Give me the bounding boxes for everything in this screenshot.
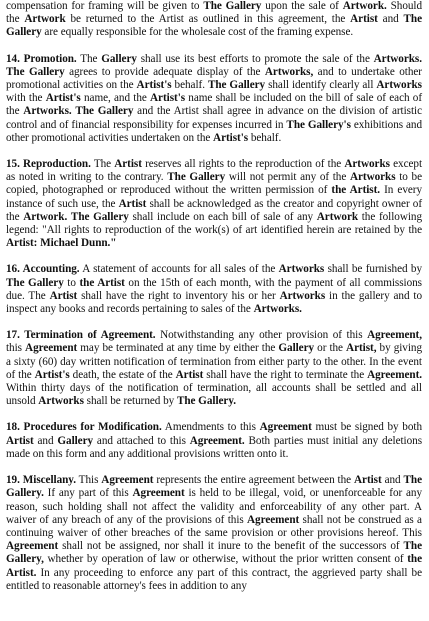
bold-term: Agreement [247, 513, 300, 526]
text-run: shall be furnished by [324, 263, 422, 276]
bold-term: The Gallery. [176, 395, 236, 408]
text-run: behalf. [171, 79, 208, 92]
bold-term: The Gallery's [286, 118, 351, 131]
text-run: the following legend: "All rights to reproduction of the work(s) of art identified herein are retained by the [6, 210, 422, 237]
bold-term: Artworks [349, 171, 396, 184]
bold-term: Artworks [376, 79, 422, 92]
text-run: will not permit any of the [225, 171, 350, 184]
text-run: Should the [6, 0, 423, 26]
bold-term: Artist's [150, 92, 186, 105]
text-run: and the Artist shall agree in advance on the division of artistic control and of financial responsibility for expenses incurred in [6, 105, 423, 131]
bold-term: Artworks, [264, 65, 314, 78]
text-run: on the 15th of each month, with the payment of all commissions due. The [6, 276, 422, 302]
bold-term: Artworks [38, 395, 84, 408]
bold-term: The Gallery. [6, 474, 423, 500]
text-run: and [377, 13, 404, 26]
bold-term: The Gallery [6, 13, 423, 39]
text-run: Both parties must initial any deletions made on this form and any additional provisions written onto it. [6, 434, 423, 460]
bold-term: Artist's [45, 92, 81, 105]
text-run: except as noted in writing to the contrary. [6, 158, 423, 184]
bold-term: Artworks [278, 263, 325, 276]
intro-paragraph [6, 0, 422, 40]
paragraph-gap [6, 461, 422, 474]
bold-term: the Artist. [331, 184, 381, 197]
text-run: whether by operation of law or otherwise, without the prior written consent of [43, 553, 408, 566]
text-run: Within thirty days of the notification of termination, all accounts shall be settled and all unsold [6, 382, 422, 408]
bold-term: Gallery [57, 434, 94, 447]
text-run: this [6, 342, 26, 355]
bold-term: Artworks [279, 289, 326, 302]
bold-term: Artist [354, 474, 382, 487]
text-run: This [75, 474, 102, 487]
text-run: reserves all rights to the reproduction of the [141, 158, 345, 171]
text-run: be returned to the Artist as outlined in this agreement, the [65, 13, 351, 26]
text-run: by giving a sixty (60) day written notification of termination from either party to the other. In the event of the [6, 342, 422, 381]
text-run: In every instance of such use, the [6, 184, 422, 210]
bold-term: Artist [350, 13, 378, 26]
bold-term: 16. Accounting. [6, 263, 80, 276]
text-run: The [76, 52, 102, 65]
text-run: If any part of this [43, 487, 133, 500]
bold-term: Artist [175, 368, 204, 381]
bold-term: Artwork. [23, 210, 68, 223]
text-run: Notwithstanding any other provision of this [155, 329, 368, 342]
text-run: or the [314, 342, 347, 355]
text-run: with the [6, 92, 46, 105]
text-run: shall have the right to inventory his or her [77, 289, 280, 302]
bold-term: Agreement. [189, 434, 245, 447]
text-run: represents the entire agreement between the [153, 474, 354, 487]
bold-term: 19. Miscellany. [6, 474, 76, 487]
bold-term: Agreement [259, 421, 312, 434]
text-run: A statement of accounts for all sales of the [79, 263, 279, 276]
bold-term: Artworks. [23, 105, 72, 118]
bold-term: the Artist [79, 276, 125, 289]
bold-term: Artworks [344, 158, 390, 171]
bold-term: 18. Procedures for Modification. [6, 421, 162, 434]
text-run: to [63, 276, 80, 289]
bold-term: Artist: Michael Dunn." [6, 237, 117, 250]
bold-term: Gallery [101, 52, 137, 65]
paragraph-gap [6, 40, 422, 53]
paragraph-gap [6, 250, 422, 263]
bold-term: Artist [6, 434, 34, 447]
bold-term: Agreement. [367, 368, 422, 381]
text-run: shall identify clearly all [265, 79, 377, 92]
bold-term: the Artist. [6, 553, 422, 579]
text-run: to be copied, photographed or reproduced without the written permission of [6, 171, 422, 197]
paragraph-gap [6, 408, 422, 421]
text-run: Amendments to this [161, 421, 260, 434]
section-18-modification [6, 421, 422, 461]
bold-term: Artist's [213, 131, 249, 144]
bold-term: The Gallery [207, 79, 266, 92]
bold-term: Gallery [278, 342, 315, 355]
bold-term: Agreement [6, 540, 59, 553]
bold-term: The Gallery [167, 171, 226, 184]
bold-term: Artwork. [342, 0, 387, 12]
paragraph-gap [6, 145, 422, 158]
bold-term: Agreement, [367, 329, 422, 342]
text-run: death, the estate of the [69, 368, 176, 381]
bold-term: 15. Reproduction. [6, 158, 91, 171]
bold-term: Artworks. [253, 303, 302, 316]
section-19-miscellany [6, 474, 422, 593]
text-run: and [381, 474, 404, 487]
bold-term: Artwork [316, 210, 359, 223]
bold-term: Artist [118, 197, 147, 210]
text-run: behalf. [248, 131, 282, 144]
bold-term: Agreement [101, 474, 154, 487]
bold-term: Artist [49, 289, 78, 302]
text-run: shall be acknowledged as the creator and copyright owner of the [6, 197, 422, 223]
bold-term: The Gallery [70, 210, 129, 223]
text-run: are equally responsible for the wholesale cost of the framing expense. [41, 26, 354, 39]
bold-term: Artist [114, 158, 142, 171]
text-run: shall be returned by [83, 395, 177, 408]
bold-term: Agreement [25, 342, 78, 355]
text-run: upon the sale of [261, 0, 343, 12]
text-run: agrees to provide adequate display of the [64, 65, 265, 78]
text-run: shall not be construed as a continuing waiver of other breaches of the same provision or other provisions hereof. This [6, 513, 422, 539]
text-run: is held to be illegal, void, or unenforceable for any reason, such holding shall not affect the validity and enforceability of any other part. A waiver of any breach of any of the provisions of this [6, 487, 422, 526]
text-run: shall use its best efforts to promote the sale of the [136, 52, 374, 65]
text-run: shall include on each bill of sale of any [128, 210, 317, 223]
bold-term: The Gallery [6, 65, 65, 78]
text-run: name, and the [80, 92, 151, 105]
bold-term: The Gallery [6, 276, 64, 289]
bold-term: Artist's [34, 368, 70, 381]
paragraph-gap [6, 316, 422, 329]
text-run: The [90, 158, 115, 171]
section-17-termination [6, 329, 422, 408]
text-run: and to undertake other promotional activities on the [6, 65, 422, 92]
text-run: in the gallery and to inspect any books and records pertaining to sales of the [6, 289, 423, 316]
bold-term: Agreement [132, 487, 185, 500]
section-16-accounting [6, 263, 422, 316]
text-run: shall have the right to terminate the [203, 368, 368, 381]
bold-term: Artist, [346, 342, 377, 355]
text-run: must be signed by both [311, 421, 422, 434]
text-run: compensation for framing will be given to [6, 0, 204, 12]
text-run: shall not be assigned, nor shall it inure to the benefit of the successors of [58, 540, 404, 553]
section-14-promotion [6, 53, 422, 145]
text-run: and [33, 434, 58, 447]
bold-term: The Gallery [203, 0, 262, 12]
bold-term: The Gallery, [6, 540, 422, 566]
text-run: exhibitions and other promotional activities undertaken on the [6, 118, 423, 144]
bold-term: Artwork [24, 13, 66, 26]
bold-term: Artist's [136, 79, 172, 92]
bold-term: Artworks. [373, 52, 422, 65]
text-run: In any proceeding to enforce any part of this contract, the aggrieved party shall be entitled to reasonable attorney's fees in addition to any [6, 566, 422, 592]
bold-term: The Gallery [75, 105, 134, 118]
text-run: name shall be included on the bill of sale of each of the [6, 92, 422, 118]
bold-term: 17. Termination of Agreement. [6, 329, 156, 342]
text-run: may be terminated at any time by either the [77, 342, 279, 355]
text-run: and attached to this [93, 434, 190, 447]
section-15-reproduction [6, 158, 422, 250]
bold-term: 14. Promotion. [6, 52, 77, 65]
